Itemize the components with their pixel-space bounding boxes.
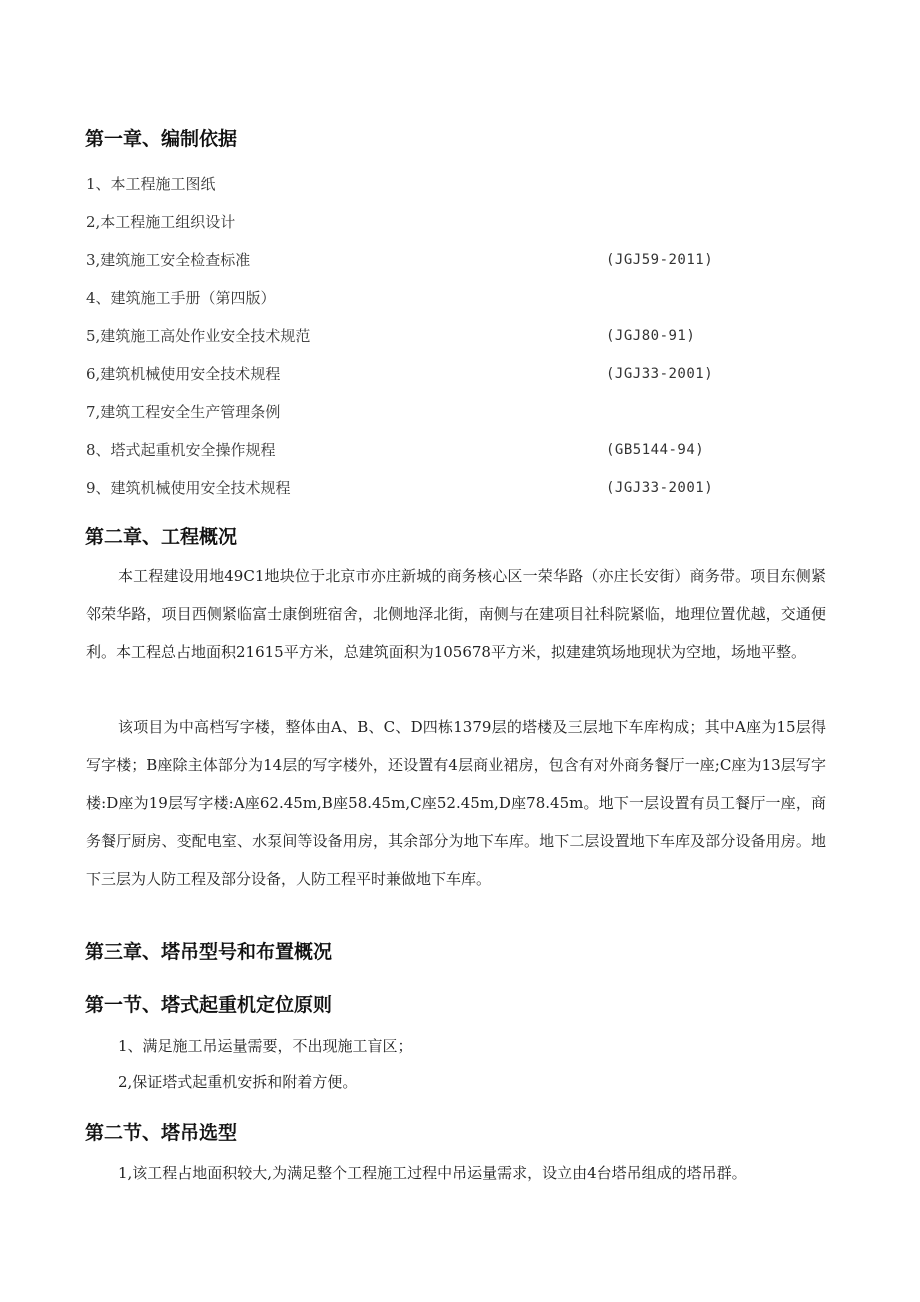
- reference-text: 4、建筑施工手册（第四版）: [86, 289, 276, 307]
- reference-code: (JGJ33-2001): [606, 366, 714, 382]
- reference-text: 9、建筑机械使用安全技术规程: [86, 479, 291, 497]
- reference-item: [86, 438, 846, 462]
- chapter2-title: 第二章、工程概况: [85, 526, 238, 548]
- reference-text: 6,建筑机械使用安全技术规程: [86, 365, 281, 383]
- reference-item: [86, 248, 846, 272]
- reference-text: 2,本工程施工组织设计: [86, 213, 236, 231]
- reference-text: 5,建筑施工高处作业安全技术规范: [86, 327, 311, 345]
- reference-item: [86, 362, 846, 386]
- reference-item: [86, 172, 846, 196]
- overview-paragraph-2: 该项目为中高档写字楼，整体由A、B、C、D四栋1379层的塔楼及三层地下车库构成；其中A座为15层得写字楼；B座除主体部分为14层的写字楼外，还设置有4层商业裙房，包含有对外商务餐厅一座;C座为13层写字楼:D座为19层写字楼:A座62.45m,B座58.45m,C座52.45m,D座78.45m。地下一层设置有员工餐厅一座，商务餐厅厨房、变配电室、水泵间等设备用房，其余部分为地下车库。地下二层设置地下车库及部分设备用房。地下三层为人防工程及部分设备，人防工程平时兼做地下车库。: [86, 718, 826, 888]
- chapter3-title: 第三章、塔吊型号和布置概况: [85, 941, 333, 963]
- reference-item: [86, 400, 846, 424]
- reference-text: 3,建筑施工安全检查标准: [86, 251, 251, 269]
- overview-paragraph-1: 本工程建设用地49C1地块位于北京市亦庄新城的商务核心区一荣华路（亦庄长安街）商务带。项目东侧紧邻荣华路，项目西侧紧临富士康倒班宿舍，北侧地泽北街，南侧与在建项目社科院紧临，地理位置优越，交通便利。本工程总占地面积21615平方米，总建筑面积为105678平方米，拟建建筑场地现状为空地，场地平整。: [86, 567, 826, 661]
- section2-title: 第二节、塔吊选型: [85, 1122, 238, 1144]
- reference-code: (JGJ80-91): [606, 328, 696, 344]
- principle-item: 1、满足施工吊运量需要，不出现施工盲区；: [118, 1037, 413, 1055]
- reference-code: (GB5144-94): [606, 442, 705, 458]
- reference-item: [86, 324, 846, 348]
- section1-title: 第一节、塔式起重机定位原则: [85, 994, 333, 1016]
- reference-text: 8、塔式起重机安全操作规程: [86, 441, 276, 459]
- reference-item: [86, 476, 846, 500]
- principle-item: 2,保证塔式起重机安拆和附着方便。: [118, 1073, 358, 1091]
- reference-item: [86, 286, 846, 310]
- selection-item: 1,该工程占地面积较大,为满足整个工程施工过程中吊运量需求，设立由4台塔吊组成的塔吊群。: [118, 1164, 747, 1182]
- reference-text: 1、本工程施工图纸: [86, 175, 216, 193]
- reference-code: (JGJ59-2011): [606, 252, 714, 268]
- reference-text: 7,建筑工程安全生产管理条例: [86, 403, 281, 421]
- chapter1-title: 第一章、编制依据: [85, 128, 238, 150]
- reference-item: [86, 210, 846, 234]
- reference-code: (JGJ33-2001): [606, 480, 714, 495]
